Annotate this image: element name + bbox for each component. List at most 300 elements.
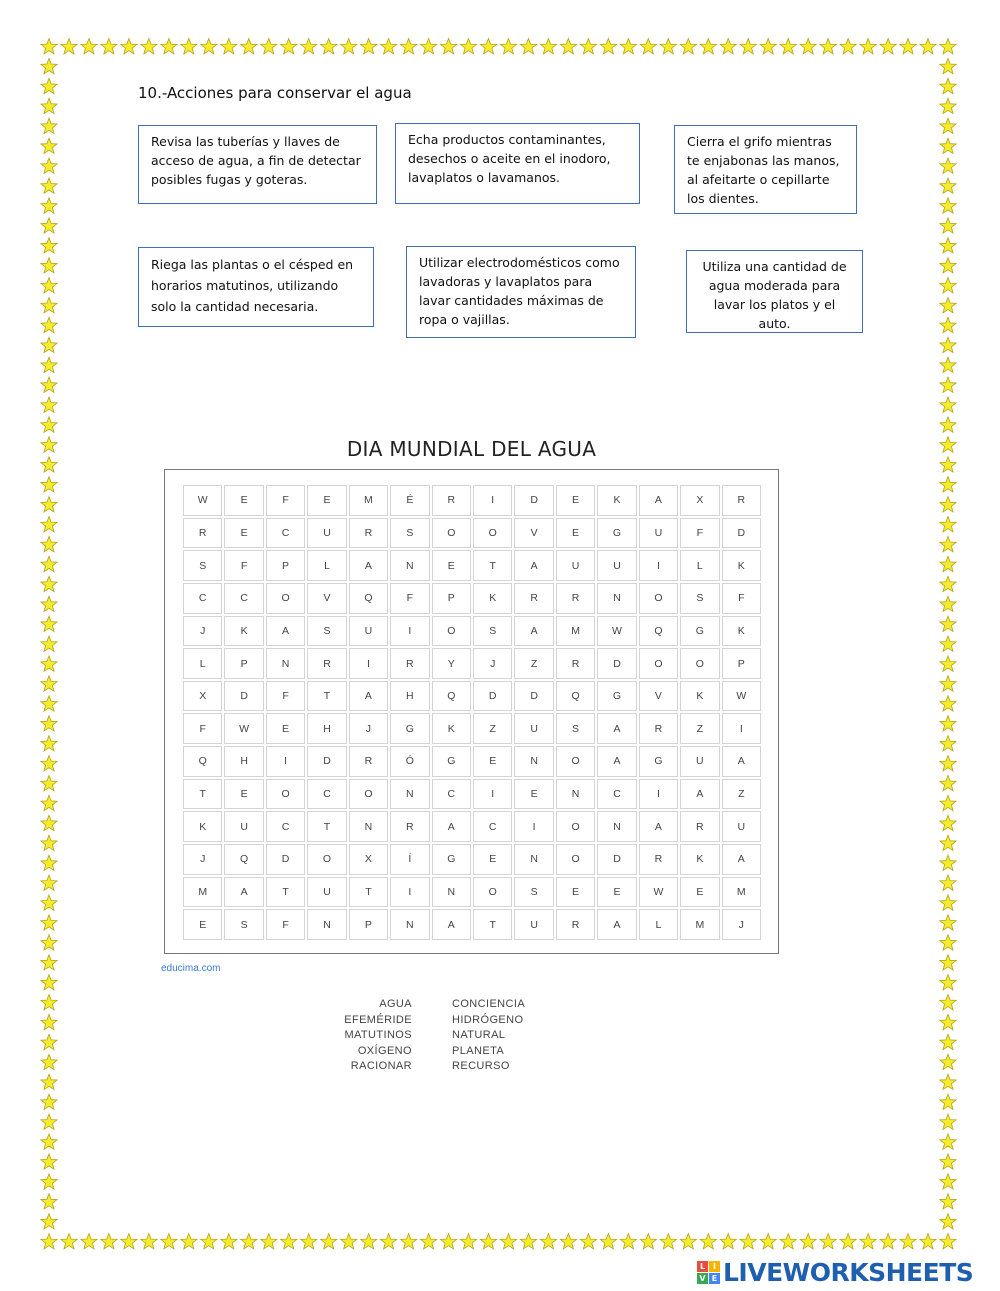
star-icon <box>41 556 57 571</box>
grid-cell[interactable]: O <box>556 746 595 777</box>
star-icon <box>940 576 956 591</box>
grid-cell[interactable]: M <box>722 877 761 908</box>
logo-mark-letter: I <box>709 1261 720 1272</box>
grid-cell[interactable]: O <box>307 844 346 875</box>
star-icon <box>41 1054 57 1069</box>
grid-cell[interactable]: R <box>680 811 719 842</box>
star-icon <box>41 596 57 611</box>
grid-cell[interactable]: J <box>183 616 222 647</box>
star-icon <box>41 357 57 372</box>
grid-cell[interactable]: N <box>597 811 636 842</box>
grid-cell[interactable]: I <box>266 746 305 777</box>
grid-cell[interactable]: J <box>349 713 388 744</box>
grid-cell[interactable]: U <box>349 616 388 647</box>
grid-cell[interactable]: F <box>224 550 263 581</box>
grid-cell[interactable]: H <box>307 713 346 744</box>
grid-cell[interactable]: K <box>680 681 719 712</box>
grid-cell[interactable]: R <box>639 844 678 875</box>
grid-cell[interactable]: Z <box>722 779 761 810</box>
word-list-item: PLANETA <box>452 1044 505 1057</box>
liveworksheets-logo <box>697 1257 973 1287</box>
grid-cell[interactable]: S <box>556 713 595 744</box>
star-icon <box>560 39 576 54</box>
grid-cell[interactable]: R <box>556 909 595 940</box>
grid-cell[interactable]: N <box>390 779 429 810</box>
grid-cell[interactable]: W <box>597 616 636 647</box>
grid-cell[interactable]: K <box>722 616 761 647</box>
star-icon <box>41 517 57 532</box>
logo-mark-letter: E <box>709 1273 720 1284</box>
grid-cell[interactable]: C <box>432 779 471 810</box>
star-icon <box>760 39 776 54</box>
grid-cell[interactable]: E <box>432 550 471 581</box>
grid-cell[interactable]: D <box>473 681 512 712</box>
grid-cell[interactable]: G <box>432 746 471 777</box>
star-icon <box>680 1234 696 1249</box>
star-icon <box>940 278 956 293</box>
grid-cell[interactable]: T <box>307 681 346 712</box>
tip-text-6: Utiliza una cantidad de agua moderada para lavar los platos y el auto. <box>702 259 847 331</box>
grid-cell[interactable]: C <box>473 811 512 842</box>
grid-cell[interactable]: A <box>349 550 388 581</box>
star-icon <box>940 138 956 153</box>
grid-cell[interactable]: E <box>224 779 263 810</box>
word-list-item: RECURSO <box>452 1060 510 1072</box>
star-icon <box>41 1194 57 1209</box>
star-icon <box>41 78 57 93</box>
star-icon <box>41 1014 57 1029</box>
star-icon <box>41 1114 57 1129</box>
star-icon <box>940 497 956 512</box>
grid-cell[interactable]: W <box>224 713 263 744</box>
grid-cell[interactable]: O <box>639 648 678 679</box>
star-icon <box>41 377 57 392</box>
grid-cell[interactable]: A <box>266 616 305 647</box>
grid-cell[interactable]: L <box>307 550 346 581</box>
star-icon <box>940 1194 956 1209</box>
grid-cell[interactable]: K <box>597 485 636 516</box>
star-icon <box>41 775 57 790</box>
star-icon <box>441 39 457 54</box>
grid-cell[interactable]: S <box>307 616 346 647</box>
star-icon <box>940 1114 956 1129</box>
grid-cell[interactable]: D <box>597 648 636 679</box>
grid-cell[interactable]: W <box>722 681 761 712</box>
word-list-item: NATURAL <box>452 1029 506 1041</box>
grid-cell[interactable]: E <box>556 518 595 549</box>
grid-cell[interactable]: A <box>639 811 678 842</box>
grid-cell[interactable]: I <box>639 779 678 810</box>
grid-cell[interactable]: X <box>680 485 719 516</box>
grid-cell[interactable]: N <box>514 746 553 777</box>
grid-cell[interactable]: G <box>597 518 636 549</box>
star-icon <box>321 1234 337 1249</box>
grid-cell[interactable]: D <box>307 746 346 777</box>
grid-cell[interactable]: U <box>680 746 719 777</box>
grid-cell[interactable]: A <box>597 746 636 777</box>
grid-cell[interactable]: F <box>266 909 305 940</box>
grid-cell[interactable]: R <box>349 518 388 549</box>
grid-cell[interactable]: E <box>597 877 636 908</box>
grid-cell[interactable]: P <box>266 550 305 581</box>
grid-cell[interactable]: G <box>390 713 429 744</box>
grid-cell[interactable]: M <box>556 616 595 647</box>
grid-cell[interactable]: E <box>473 746 512 777</box>
logo-mark-letter: L <box>697 1261 708 1272</box>
grid-cell[interactable]: S <box>680 583 719 614</box>
grid-cell[interactable]: F <box>680 518 719 549</box>
grid-cell[interactable]: O <box>266 583 305 614</box>
grid-cell[interactable]: E <box>680 877 719 908</box>
grid-cell[interactable]: G <box>680 616 719 647</box>
star-icon <box>940 158 956 173</box>
star-icon <box>800 39 816 54</box>
grid-cell[interactable]: U <box>514 713 553 744</box>
star-icon <box>940 1014 956 1029</box>
star-icon <box>940 775 956 790</box>
grid-cell[interactable]: T <box>266 877 305 908</box>
grid-cell[interactable]: R <box>556 583 595 614</box>
grid-cell[interactable]: Q <box>432 681 471 712</box>
star-icon <box>41 198 57 213</box>
grid-cell[interactable]: T <box>473 550 512 581</box>
grid-cell[interactable]: N <box>514 844 553 875</box>
star-icon <box>940 995 956 1010</box>
grid-cell[interactable]: J <box>473 648 512 679</box>
grid-cell[interactable]: U <box>307 518 346 549</box>
grid-cell[interactable]: F <box>390 583 429 614</box>
grid-cell[interactable]: Í <box>390 844 429 875</box>
star-icon <box>940 815 956 830</box>
grid-cell[interactable]: S <box>473 616 512 647</box>
grid-cell[interactable]: R <box>183 518 222 549</box>
grid-cell[interactable]: U <box>597 550 636 581</box>
grid-cell[interactable]: C <box>597 779 636 810</box>
star-icon <box>221 1234 237 1249</box>
grid-cell[interactable]: X <box>183 681 222 712</box>
grid-cell[interactable]: N <box>307 909 346 940</box>
star-icon <box>460 39 476 54</box>
grid-cell[interactable]: R <box>432 485 471 516</box>
star-icon <box>41 676 57 691</box>
grid-cell[interactable]: E <box>307 485 346 516</box>
grid-cell[interactable]: V <box>307 583 346 614</box>
source-credit: educima.com <box>161 963 221 974</box>
grid-cell[interactable]: K <box>224 616 263 647</box>
star-icon <box>61 39 77 54</box>
grid-cell[interactable]: P <box>224 648 263 679</box>
grid-cell[interactable]: C <box>307 779 346 810</box>
wordsearch-grid[interactable] <box>183 485 761 940</box>
grid-cell[interactable]: W <box>639 877 678 908</box>
grid-cell[interactable]: N <box>390 550 429 581</box>
grid-cell[interactable]: N <box>349 811 388 842</box>
star-icon <box>940 835 956 850</box>
grid-cell[interactable]: N <box>432 877 471 908</box>
grid-cell[interactable]: N <box>390 909 429 940</box>
star-icon <box>301 39 317 54</box>
grid-cell[interactable]: Ó <box>390 746 429 777</box>
grid-cell[interactable]: Q <box>183 746 222 777</box>
grid-cell[interactable]: F <box>266 485 305 516</box>
grid-cell[interactable]: R <box>514 583 553 614</box>
grid-cell[interactable]: N <box>556 779 595 810</box>
grid-cell[interactable]: R <box>390 811 429 842</box>
grid-cell[interactable]: O <box>556 844 595 875</box>
grid-cell[interactable]: K <box>432 713 471 744</box>
grid-cell[interactable]: A <box>349 681 388 712</box>
grid-cell[interactable]: D <box>514 681 553 712</box>
grid-cell[interactable]: Q <box>349 583 388 614</box>
grid-cell[interactable]: É <box>390 485 429 516</box>
star-icon <box>41 975 57 990</box>
word-list-item: MATUTINOS <box>344 1029 412 1041</box>
grid-cell[interactable]: R <box>390 648 429 679</box>
grid-cell[interactable]: A <box>514 616 553 647</box>
grid-cell[interactable]: C <box>224 583 263 614</box>
grid-cell[interactable]: F <box>183 713 222 744</box>
grid-cell[interactable]: C <box>266 518 305 549</box>
star-icon <box>940 676 956 691</box>
grid-cell[interactable]: A <box>597 713 636 744</box>
star-icon <box>281 39 297 54</box>
tip-text-2: Echa productos contaminantes, desechos o aceite en el inodoro, lavaplatos o lavamanos. <box>408 132 611 185</box>
star-icon <box>41 297 57 312</box>
star-icon <box>940 756 956 771</box>
grid-cell[interactable]: F <box>722 583 761 614</box>
star-icon <box>940 656 956 671</box>
star-icon <box>261 39 277 54</box>
star-icon <box>161 39 177 54</box>
grid-cell[interactable]: A <box>597 909 636 940</box>
grid-cell[interactable]: P <box>349 909 388 940</box>
grid-cell[interactable]: O <box>432 518 471 549</box>
grid-cell[interactable]: N <box>266 648 305 679</box>
grid-cell[interactable]: I <box>473 485 512 516</box>
grid-cell[interactable]: P <box>432 583 471 614</box>
grid-cell[interactable]: C <box>266 811 305 842</box>
grid-cell[interactable]: H <box>224 746 263 777</box>
grid-cell[interactable]: A <box>680 779 719 810</box>
grid-cell[interactable]: U <box>224 811 263 842</box>
grid-cell[interactable]: R <box>307 648 346 679</box>
grid-cell[interactable]: X <box>349 844 388 875</box>
star-icon <box>560 1234 576 1249</box>
star-icon <box>41 178 57 193</box>
star-icon <box>520 39 536 54</box>
grid-cell[interactable]: D <box>224 681 263 712</box>
grid-cell[interactable]: G <box>639 746 678 777</box>
grid-cell[interactable]: J <box>722 909 761 940</box>
star-icon <box>660 39 676 54</box>
grid-cell[interactable]: A <box>639 485 678 516</box>
grid-cell[interactable]: O <box>639 583 678 614</box>
word-list-item: CONCIENCIA <box>452 998 526 1010</box>
grid-cell[interactable]: I <box>639 550 678 581</box>
star-icon <box>940 935 956 950</box>
star-icon <box>221 39 237 54</box>
grid-cell[interactable]: A <box>432 811 471 842</box>
grid-cell[interactable]: I <box>349 648 388 679</box>
grid-cell[interactable]: E <box>556 485 595 516</box>
grid-cell[interactable]: O <box>432 616 471 647</box>
grid-cell[interactable]: P <box>722 648 761 679</box>
word-list-item: EFEMÉRIDE <box>344 1013 412 1026</box>
star-icon <box>940 397 956 412</box>
grid-cell[interactable]: E <box>266 713 305 744</box>
star-icon <box>640 1234 656 1249</box>
star-icon <box>441 1234 457 1249</box>
grid-cell[interactable]: O <box>473 877 512 908</box>
grid-cell[interactable]: O <box>680 648 719 679</box>
star-icon <box>700 1234 716 1249</box>
grid-cell[interactable]: K <box>722 550 761 581</box>
star-icon <box>940 317 956 332</box>
grid-cell[interactable]: R <box>556 648 595 679</box>
grid-cell[interactable]: T <box>349 877 388 908</box>
star-icon <box>101 39 117 54</box>
grid-cell[interactable]: D <box>722 518 761 549</box>
grid-cell[interactable]: G <box>432 844 471 875</box>
grid-cell[interactable]: T <box>473 909 512 940</box>
star-icon <box>940 795 956 810</box>
grid-cell[interactable]: A <box>432 909 471 940</box>
grid-cell[interactable]: S <box>183 550 222 581</box>
star-icon <box>41 138 57 153</box>
star-icon <box>41 317 57 332</box>
grid-cell[interactable]: U <box>307 877 346 908</box>
grid-cell[interactable]: E <box>224 485 263 516</box>
grid-cell[interactable]: M <box>349 485 388 516</box>
grid-cell[interactable]: Z <box>514 648 553 679</box>
grid-cell[interactable]: E <box>556 877 595 908</box>
grid-cell[interactable]: G <box>597 681 636 712</box>
star-icon <box>321 39 337 54</box>
star-icon <box>840 1234 856 1249</box>
star-icon <box>361 39 377 54</box>
grid-cell[interactable]: H <box>390 681 429 712</box>
grid-cell[interactable]: T <box>183 779 222 810</box>
grid-cell[interactable]: K <box>473 583 512 614</box>
star-icon <box>940 875 956 890</box>
star-icon <box>41 616 57 631</box>
grid-cell[interactable]: M <box>183 877 222 908</box>
grid-cell[interactable]: E <box>473 844 512 875</box>
star-icon <box>361 1234 377 1249</box>
star-icon <box>920 1234 936 1249</box>
star-icon <box>41 656 57 671</box>
grid-cell[interactable]: U <box>514 909 553 940</box>
grid-cell[interactable]: O <box>349 779 388 810</box>
grid-cell[interactable]: I <box>473 779 512 810</box>
star-icon <box>940 517 956 532</box>
grid-cell[interactable]: J <box>183 844 222 875</box>
grid-cell[interactable]: D <box>597 844 636 875</box>
grid-cell[interactable]: F <box>266 681 305 712</box>
star-icon <box>940 357 956 372</box>
star-icon <box>41 1074 57 1089</box>
grid-cell[interactable]: O <box>473 518 512 549</box>
grid-cell[interactable]: S <box>514 877 553 908</box>
star-icon <box>940 198 956 213</box>
star-icon <box>401 1234 417 1249</box>
grid-cell[interactable]: U <box>722 811 761 842</box>
grid-cell[interactable]: N <box>597 583 636 614</box>
star-icon <box>520 1234 536 1249</box>
grid-cell[interactable]: V <box>514 518 553 549</box>
grid-cell[interactable]: I <box>514 811 553 842</box>
grid-cell[interactable]: I <box>722 713 761 744</box>
star-icon <box>940 377 956 392</box>
grid-cell[interactable]: Q <box>639 616 678 647</box>
grid-cell[interactable]: D <box>514 485 553 516</box>
tip-text-3: Cierra el grifo mientras te enjabonas las manos, al afeitarte o cepillarte los dientes. <box>687 134 840 206</box>
star-icon <box>600 39 616 54</box>
star-icon <box>381 1234 397 1249</box>
star-icon <box>680 39 696 54</box>
grid-cell[interactable]: E <box>514 779 553 810</box>
grid-cell[interactable]: Z <box>473 713 512 744</box>
tip-box-2 <box>395 123 640 204</box>
grid-cell[interactable]: O <box>266 779 305 810</box>
grid-cell[interactable]: L <box>639 909 678 940</box>
grid-cell[interactable]: E <box>224 518 263 549</box>
grid-cell[interactable]: I <box>390 877 429 908</box>
grid-cell[interactable]: S <box>390 518 429 549</box>
star-icon <box>940 736 956 751</box>
grid-cell[interactable]: U <box>556 550 595 581</box>
grid-cell[interactable]: Z <box>680 713 719 744</box>
grid-cell[interactable]: Q <box>556 681 595 712</box>
star-icon <box>940 1034 956 1049</box>
grid-cell[interactable]: A <box>514 550 553 581</box>
grid-cell[interactable]: O <box>556 811 595 842</box>
grid-cell[interactable]: C <box>183 583 222 614</box>
grid-cell[interactable]: W <box>183 485 222 516</box>
grid-cell[interactable]: U <box>639 518 678 549</box>
grid-cell[interactable]: K <box>680 844 719 875</box>
star-icon <box>41 437 57 452</box>
grid-cell[interactable]: V <box>639 681 678 712</box>
grid-cell[interactable]: E <box>183 909 222 940</box>
star-icon <box>940 98 956 113</box>
grid-cell[interactable]: Y <box>432 648 471 679</box>
tip-box-4 <box>138 247 374 327</box>
grid-cell[interactable]: R <box>349 746 388 777</box>
star-icon <box>41 636 57 651</box>
star-icon <box>940 118 956 133</box>
grid-cell[interactable]: A <box>722 746 761 777</box>
grid-cell[interactable]: A <box>224 877 263 908</box>
grid-cell[interactable]: I <box>390 616 429 647</box>
grid-cell[interactable]: D <box>266 844 305 875</box>
grid-cell[interactable]: L <box>183 648 222 679</box>
grid-cell[interactable]: R <box>639 713 678 744</box>
grid-cell[interactable]: T <box>307 811 346 842</box>
star-icon <box>920 39 936 54</box>
star-icon <box>940 218 956 233</box>
star-icon <box>401 39 417 54</box>
word-list-item: RACIONAR <box>350 1060 412 1072</box>
grid-cell[interactable]: A <box>722 844 761 875</box>
grid-cell[interactable]: M <box>680 909 719 940</box>
word-list-right <box>452 997 592 1075</box>
grid-cell[interactable]: L <box>680 550 719 581</box>
grid-cell[interactable]: K <box>183 811 222 842</box>
grid-cell[interactable]: Q <box>224 844 263 875</box>
grid-cell[interactable]: R <box>722 485 761 516</box>
grid-cell[interactable]: S <box>224 909 263 940</box>
